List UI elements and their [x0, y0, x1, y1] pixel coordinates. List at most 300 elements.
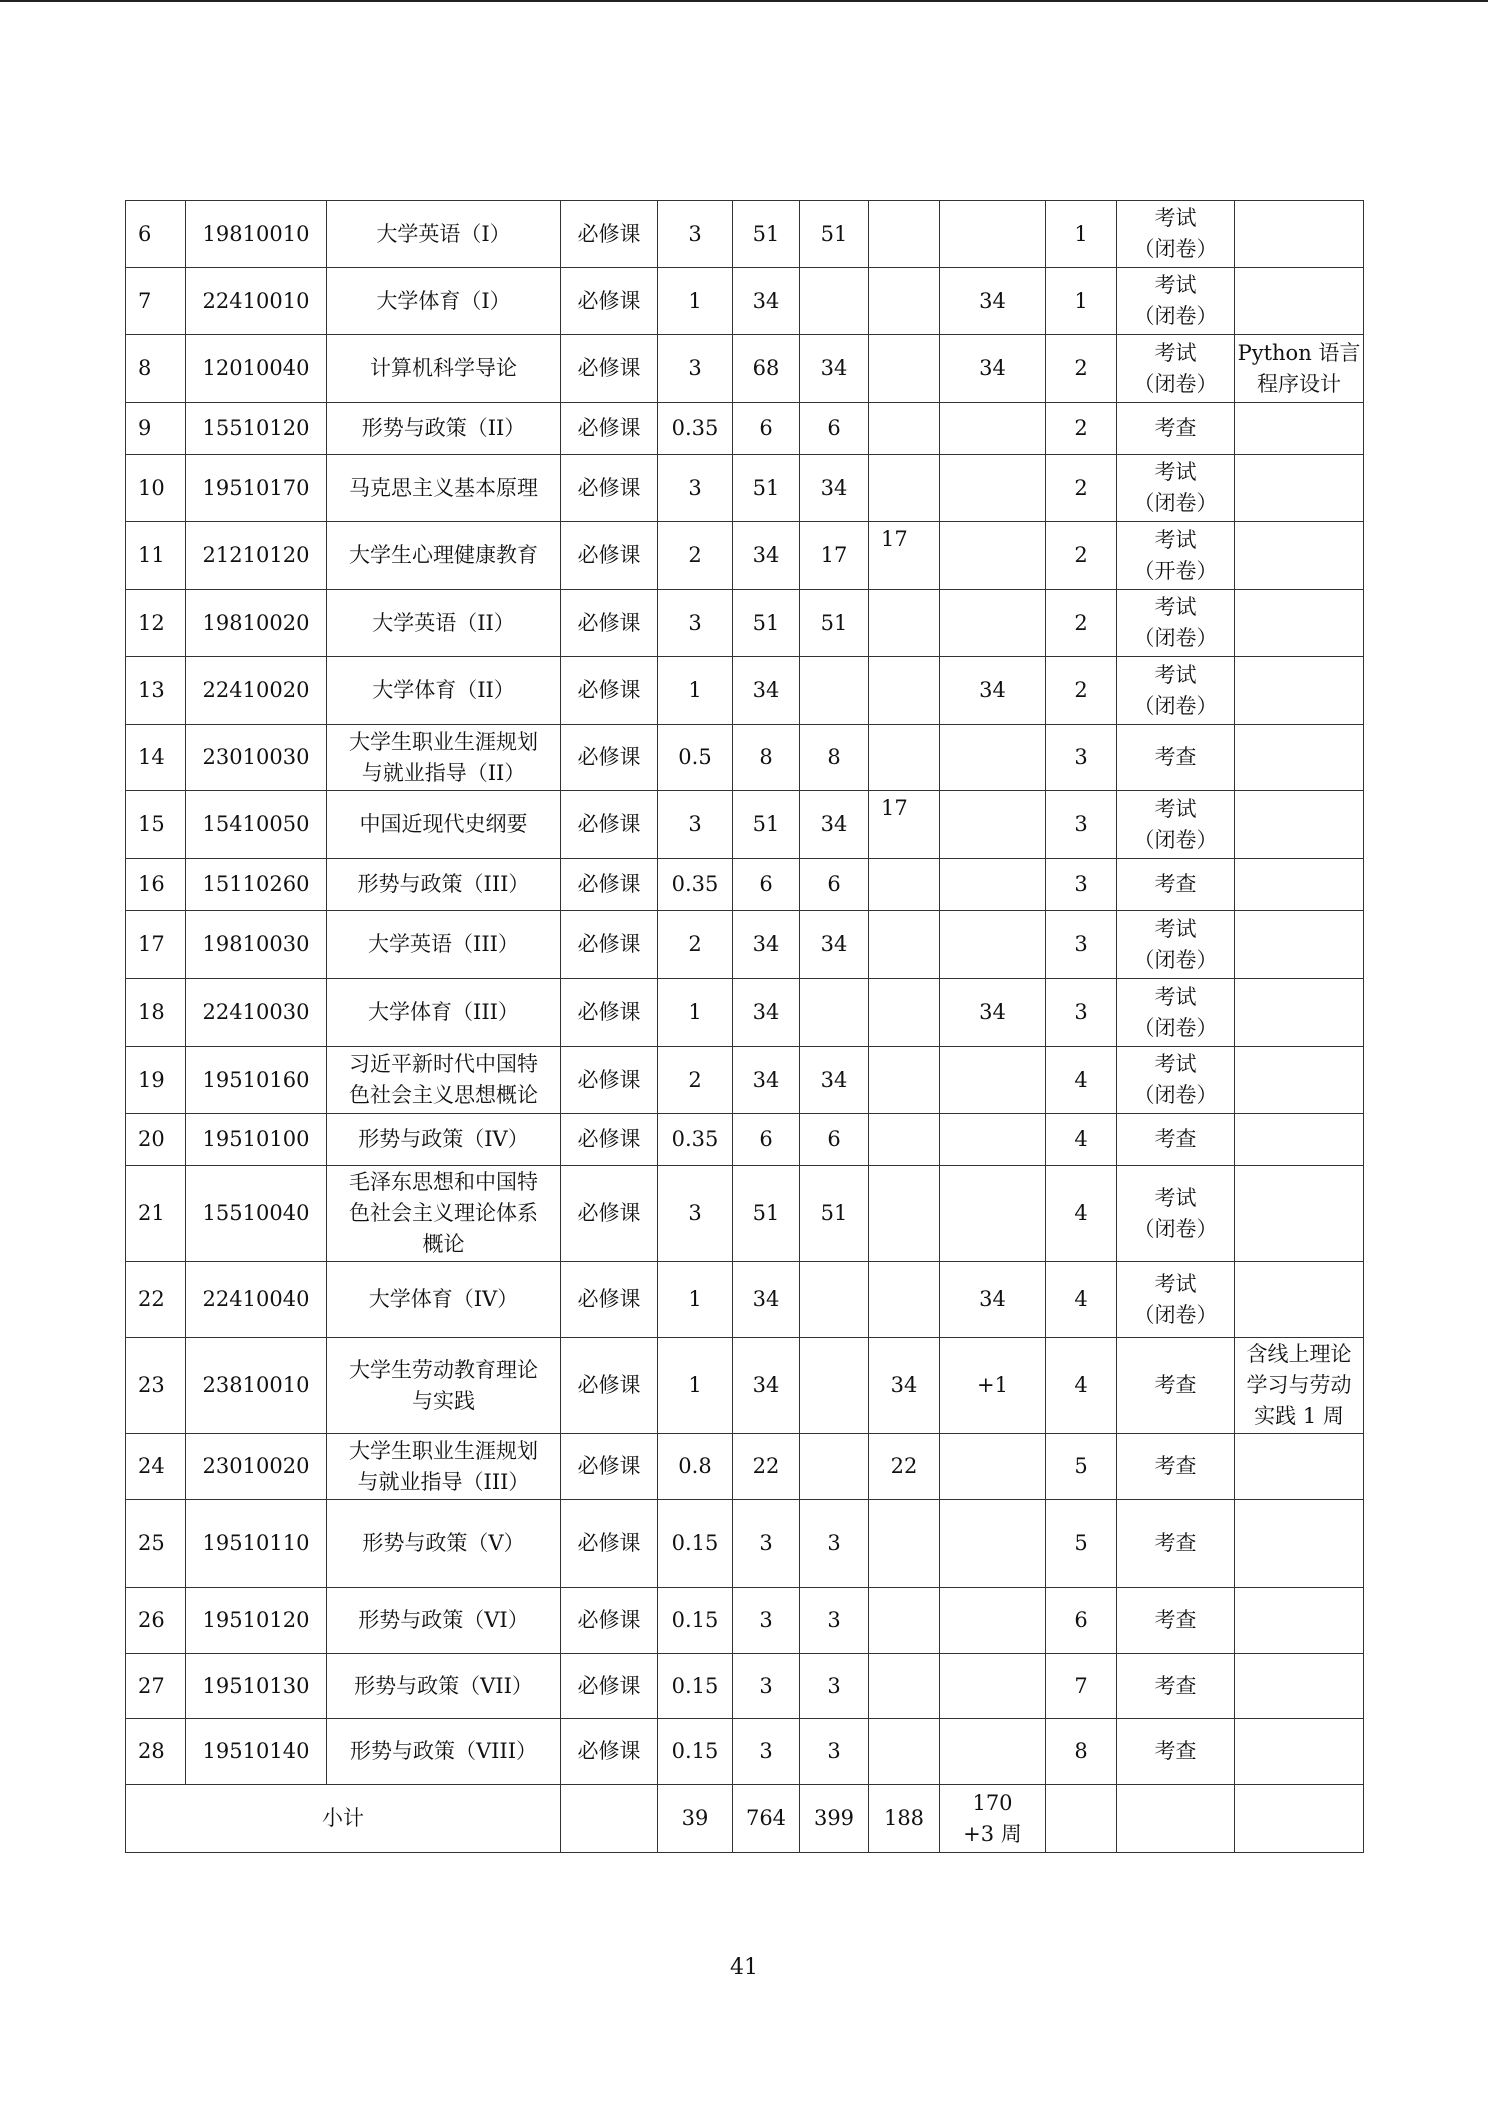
practice-hours-cell — [869, 657, 940, 725]
course-name-cell: 中国近现代史纲要 — [327, 791, 561, 859]
course-name-cell: 计算机科学导论 — [327, 335, 561, 403]
extra-hours-cell — [940, 859, 1046, 911]
course-name-cell: 大学生劳动教育理论 与实践 — [327, 1338, 561, 1434]
remark-cell: Python 语言 程序设计 — [1235, 335, 1364, 403]
total-hours-cell: 6 — [733, 1114, 800, 1166]
table-row — [126, 1166, 1364, 1262]
subtotal-label: 小计 — [126, 1785, 561, 1853]
course-type-cell: 必修课 — [561, 403, 658, 455]
remark-cell — [1235, 1262, 1364, 1338]
course-type-cell: 必修课 — [561, 1719, 658, 1785]
assessment-cell: 考试 （闭卷） — [1117, 791, 1235, 859]
assessment-cell: 考试 （闭卷） — [1117, 1262, 1235, 1338]
course-type-cell: 必修课 — [561, 1262, 658, 1338]
remark-cell — [1235, 522, 1364, 590]
course-table-body — [126, 201, 1364, 1853]
assessment-cell: 考试 （闭卷） — [1117, 268, 1235, 335]
semester-cell: 4 — [1046, 1166, 1117, 1262]
credit-cell: 0.35 — [658, 1114, 733, 1166]
lecture-hours-cell — [800, 657, 869, 725]
total-hours-cell: 51 — [733, 791, 800, 859]
course-name-cell: 大学英语（I） — [327, 201, 561, 268]
subtotal-credit: 39 — [658, 1785, 733, 1853]
table-row — [126, 201, 1364, 268]
assessment-cell: 考查 — [1117, 859, 1235, 911]
table-row — [126, 1262, 1364, 1338]
lecture-hours-cell: 3 — [800, 1588, 869, 1654]
course-code-cell: 19810020 — [186, 590, 327, 657]
course-type-cell: 必修课 — [561, 1654, 658, 1719]
lecture-hours-cell: 51 — [800, 201, 869, 268]
credit-cell: 3 — [658, 791, 733, 859]
course-type-cell: 必修课 — [561, 859, 658, 911]
assessment-cell: 考查 — [1117, 1338, 1235, 1434]
credit-cell: 3 — [658, 201, 733, 268]
subtotal-assessment-cell — [1117, 1785, 1235, 1853]
semester-cell: 3 — [1046, 911, 1117, 979]
assessment-cell: 考试 （闭卷） — [1117, 1047, 1235, 1114]
table-row — [126, 791, 1364, 859]
row-number-cell: 15 — [126, 791, 186, 859]
extra-hours-cell — [940, 1434, 1046, 1500]
row-number-cell: 22 — [126, 1262, 186, 1338]
table-row — [126, 335, 1364, 403]
course-code-cell: 19510120 — [186, 1588, 327, 1654]
lecture-hours-cell — [800, 1434, 869, 1500]
remark-cell — [1235, 911, 1364, 979]
total-hours-cell: 34 — [733, 1047, 800, 1114]
practice-hours-cell — [869, 335, 940, 403]
semester-cell: 4 — [1046, 1047, 1117, 1114]
table-row — [126, 657, 1364, 725]
row-number-cell: 28 — [126, 1719, 186, 1785]
extra-hours-cell — [940, 1500, 1046, 1588]
semester-cell: 8 — [1046, 1719, 1117, 1785]
practice-hours-cell — [869, 590, 940, 657]
course-type-cell: 必修课 — [561, 1588, 658, 1654]
course-name-cell: 大学体育（I） — [327, 268, 561, 335]
total-hours-cell: 51 — [733, 455, 800, 522]
practice-hours-cell: 34 — [869, 1338, 940, 1434]
credit-cell: 0.35 — [658, 859, 733, 911]
lecture-hours-cell: 51 — [800, 1166, 869, 1262]
row-number-cell: 23 — [126, 1338, 186, 1434]
row-number-cell: 21 — [126, 1166, 186, 1262]
remark-cell — [1235, 1719, 1364, 1785]
row-number-cell: 18 — [126, 979, 186, 1047]
subtotal-extra-hours: 170 +3 周 — [940, 1785, 1046, 1853]
remark-cell — [1235, 1047, 1364, 1114]
course-code-cell: 15410050 — [186, 791, 327, 859]
semester-cell: 4 — [1046, 1114, 1117, 1166]
extra-hours-cell — [940, 590, 1046, 657]
lecture-hours-cell: 8 — [800, 725, 869, 791]
practice-hours-cell — [869, 1654, 940, 1719]
table-row — [126, 403, 1364, 455]
course-name-cell: 大学生职业生涯规划 与就业指导（II） — [327, 725, 561, 791]
total-hours-cell: 3 — [733, 1719, 800, 1785]
row-number-cell: 10 — [126, 455, 186, 522]
lecture-hours-cell: 3 — [800, 1500, 869, 1588]
course-type-cell: 必修课 — [561, 590, 658, 657]
semester-cell: 3 — [1046, 979, 1117, 1047]
extra-hours-cell — [940, 725, 1046, 791]
lecture-hours-cell — [800, 1338, 869, 1434]
extra-hours-cell: 34 — [940, 335, 1046, 403]
lecture-hours-cell: 34 — [800, 455, 869, 522]
total-hours-cell: 34 — [733, 1262, 800, 1338]
table-row — [126, 455, 1364, 522]
assessment-cell: 考查 — [1117, 403, 1235, 455]
extra-hours-cell — [940, 1654, 1046, 1719]
remark-cell — [1235, 455, 1364, 522]
practice-hours-cell — [869, 911, 940, 979]
course-code-cell: 22410020 — [186, 657, 327, 725]
row-number-cell: 6 — [126, 201, 186, 268]
course-type-cell: 必修课 — [561, 911, 658, 979]
table-row — [126, 1434, 1364, 1500]
extra-hours-cell — [940, 1166, 1046, 1262]
credit-cell: 2 — [658, 522, 733, 590]
subtotal-practice-hours: 188 — [869, 1785, 940, 1853]
practice-hours-cell — [869, 1166, 940, 1262]
extra-hours-cell: 34 — [940, 1262, 1046, 1338]
total-hours-cell: 34 — [733, 911, 800, 979]
assessment-cell: 考查 — [1117, 1719, 1235, 1785]
practice-hours-cell — [869, 1262, 940, 1338]
credit-cell: 3 — [658, 590, 733, 657]
practice-hours-cell — [869, 1588, 940, 1654]
remark-cell — [1235, 268, 1364, 335]
total-hours-cell: 34 — [733, 522, 800, 590]
assessment-cell: 考试 （闭卷） — [1117, 979, 1235, 1047]
lecture-hours-cell: 34 — [800, 335, 869, 403]
course-type-cell: 必修课 — [561, 335, 658, 403]
course-code-cell: 23010030 — [186, 725, 327, 791]
extra-hours-cell — [940, 1047, 1046, 1114]
course-name-cell: 毛泽东思想和中国特 色社会主义理论体系 概论 — [327, 1166, 561, 1262]
table-row — [126, 1654, 1364, 1719]
remark-cell — [1235, 791, 1364, 859]
credit-cell: 1 — [658, 979, 733, 1047]
assessment-cell: 考查 — [1117, 1114, 1235, 1166]
assessment-cell: 考查 — [1117, 1500, 1235, 1588]
course-code-cell: 19510160 — [186, 1047, 327, 1114]
assessment-cell: 考试 （开卷） — [1117, 522, 1235, 590]
credit-cell: 1 — [658, 268, 733, 335]
practice-hours-cell — [869, 268, 940, 335]
course-code-cell: 19810030 — [186, 911, 327, 979]
course-name-cell: 大学体育（IV） — [327, 1262, 561, 1338]
practice-hours-cell — [869, 725, 940, 791]
total-hours-cell: 34 — [733, 657, 800, 725]
course-code-cell: 19510140 — [186, 1719, 327, 1785]
extra-hours-cell: 34 — [940, 979, 1046, 1047]
course-code-cell: 23010020 — [186, 1434, 327, 1500]
course-type-cell: 必修课 — [561, 268, 658, 335]
subtotal-total-hours: 764 — [733, 1785, 800, 1853]
credit-cell: 2 — [658, 911, 733, 979]
practice-hours-cell: 22 — [869, 1434, 940, 1500]
course-name-cell: 大学生职业生涯规划 与就业指导（III） — [327, 1434, 561, 1500]
row-number-cell: 17 — [126, 911, 186, 979]
semester-cell: 4 — [1046, 1262, 1117, 1338]
semester-cell: 2 — [1046, 335, 1117, 403]
credit-cell: 0.15 — [658, 1654, 733, 1719]
total-hours-cell: 3 — [733, 1500, 800, 1588]
assessment-cell: 考查 — [1117, 1434, 1235, 1500]
course-code-cell: 22410010 — [186, 268, 327, 335]
remark-cell — [1235, 1654, 1364, 1719]
remark-cell — [1235, 201, 1364, 268]
total-hours-cell: 51 — [733, 1166, 800, 1262]
course-code-cell: 19510130 — [186, 1654, 327, 1719]
lecture-hours-cell — [800, 268, 869, 335]
lecture-hours-cell: 6 — [800, 859, 869, 911]
semester-cell: 7 — [1046, 1654, 1117, 1719]
course-code-cell: 19510110 — [186, 1500, 327, 1588]
semester-cell: 4 — [1046, 1338, 1117, 1434]
extra-hours-cell — [940, 911, 1046, 979]
semester-cell: 5 — [1046, 1500, 1117, 1588]
lecture-hours-cell: 34 — [800, 911, 869, 979]
course-name-cell: 形势与政策（VII） — [327, 1654, 561, 1719]
total-hours-cell: 51 — [733, 201, 800, 268]
course-code-cell: 12010040 — [186, 335, 327, 403]
lecture-hours-cell: 3 — [800, 1719, 869, 1785]
course-code-cell: 15510040 — [186, 1166, 327, 1262]
credit-cell: 1 — [658, 1338, 733, 1434]
remark-cell — [1235, 1588, 1364, 1654]
extra-hours-cell — [940, 791, 1046, 859]
course-name-cell: 大学生心理健康教育 — [327, 522, 561, 590]
row-number-cell: 26 — [126, 1588, 186, 1654]
course-type-cell: 必修课 — [561, 657, 658, 725]
practice-hours-cell — [869, 979, 940, 1047]
total-hours-cell: 22 — [733, 1434, 800, 1500]
extra-hours-cell — [940, 201, 1046, 268]
course-name-cell: 大学英语（II） — [327, 590, 561, 657]
total-hours-cell: 6 — [733, 859, 800, 911]
total-hours-cell: 34 — [733, 1338, 800, 1434]
semester-cell: 3 — [1046, 791, 1117, 859]
remark-cell — [1235, 859, 1364, 911]
course-name-cell: 大学体育（II） — [327, 657, 561, 725]
course-code-cell: 23810010 — [186, 1338, 327, 1434]
row-number-cell: 7 — [126, 268, 186, 335]
semester-cell: 2 — [1046, 455, 1117, 522]
credit-cell: 0.8 — [658, 1434, 733, 1500]
subtotal-row — [126, 1785, 1364, 1853]
remark-cell — [1235, 979, 1364, 1047]
course-name-cell: 形势与政策（VI） — [327, 1588, 561, 1654]
semester-cell: 2 — [1046, 657, 1117, 725]
extra-hours-cell — [940, 455, 1046, 522]
row-number-cell: 27 — [126, 1654, 186, 1719]
table-row — [126, 1500, 1364, 1588]
assessment-cell: 考试 （闭卷） — [1117, 455, 1235, 522]
lecture-hours-cell: 51 — [800, 590, 869, 657]
practice-hours-cell — [869, 1719, 940, 1785]
course-code-cell: 15110260 — [186, 859, 327, 911]
course-type-cell: 必修课 — [561, 1166, 658, 1262]
lecture-hours-cell: 6 — [800, 403, 869, 455]
practice-hours-cell — [869, 455, 940, 522]
subtotal-semester-cell — [1046, 1785, 1117, 1853]
total-hours-cell: 68 — [733, 335, 800, 403]
practice-hours-cell — [869, 1500, 940, 1588]
row-number-cell: 14 — [126, 725, 186, 791]
total-hours-cell: 3 — [733, 1654, 800, 1719]
table-row — [126, 590, 1364, 657]
row-number-cell: 24 — [126, 1434, 186, 1500]
credit-cell: 0.5 — [658, 725, 733, 791]
course-name-cell: 形势与政策（III） — [327, 859, 561, 911]
course-type-cell: 必修课 — [561, 1338, 658, 1434]
table-row — [126, 725, 1364, 791]
total-hours-cell: 51 — [733, 590, 800, 657]
course-type-cell: 必修课 — [561, 1047, 658, 1114]
course-name-cell: 习近平新时代中国特 色社会主义思想概论 — [327, 1047, 561, 1114]
remark-cell — [1235, 1500, 1364, 1588]
lecture-hours-cell — [800, 1262, 869, 1338]
extra-hours-cell — [940, 1588, 1046, 1654]
row-number-cell: 25 — [126, 1500, 186, 1588]
remark-cell — [1235, 725, 1364, 791]
table-row — [126, 1588, 1364, 1654]
course-code-cell: 15510120 — [186, 403, 327, 455]
semester-cell: 1 — [1046, 201, 1117, 268]
row-number-cell: 20 — [126, 1114, 186, 1166]
assessment-cell: 考查 — [1117, 725, 1235, 791]
extra-hours-cell: 34 — [940, 268, 1046, 335]
semester-cell: 2 — [1046, 403, 1117, 455]
practice-hours-cell — [869, 1047, 940, 1114]
assessment-cell: 考试 （闭卷） — [1117, 1166, 1235, 1262]
table-row — [126, 1114, 1364, 1166]
course-type-cell: 必修课 — [561, 201, 658, 268]
credit-cell: 3 — [658, 455, 733, 522]
remark-cell — [1235, 403, 1364, 455]
course-name-cell: 形势与政策（II） — [327, 403, 561, 455]
assessment-cell: 考试 （闭卷） — [1117, 657, 1235, 725]
total-hours-cell: 8 — [733, 725, 800, 791]
credit-cell: 0.15 — [658, 1588, 733, 1654]
lecture-hours-cell: 3 — [800, 1654, 869, 1719]
course-name-cell: 大学英语（III） — [327, 911, 561, 979]
table-row — [126, 268, 1364, 335]
row-number-cell: 19 — [126, 1047, 186, 1114]
total-hours-cell: 34 — [733, 979, 800, 1047]
credit-cell: 0.15 — [658, 1719, 733, 1785]
semester-cell: 2 — [1046, 522, 1117, 590]
table-row — [126, 522, 1364, 590]
table-row — [126, 1338, 1364, 1434]
assessment-cell: 考试 （闭卷） — [1117, 590, 1235, 657]
lecture-hours-cell: 34 — [800, 791, 869, 859]
subtotal-type-cell — [561, 1785, 658, 1853]
extra-hours-cell: +1 — [940, 1338, 1046, 1434]
course-code-cell: 21210120 — [186, 522, 327, 590]
assessment-cell: 考查 — [1117, 1588, 1235, 1654]
practice-hours-cell — [869, 403, 940, 455]
practice-hours-cell: 17 — [869, 522, 940, 590]
practice-hours-cell — [869, 201, 940, 268]
extra-hours-cell: 34 — [940, 657, 1046, 725]
assessment-cell: 考试 （闭卷） — [1117, 911, 1235, 979]
course-name-cell: 马克思主义基本原理 — [327, 455, 561, 522]
credit-cell: 3 — [658, 335, 733, 403]
course-name-cell: 形势与政策（VIII） — [327, 1719, 561, 1785]
practice-hours-cell — [869, 1114, 940, 1166]
course-name-cell: 大学体育（III） — [327, 979, 561, 1047]
course-type-cell: 必修课 — [561, 1434, 658, 1500]
course-name-cell: 形势与政策（V） — [327, 1500, 561, 1588]
extra-hours-cell — [940, 1719, 1046, 1785]
remark-cell — [1235, 1434, 1364, 1500]
remark-cell — [1235, 657, 1364, 725]
course-type-cell: 必修课 — [561, 979, 658, 1047]
table-row — [126, 859, 1364, 911]
semester-cell: 2 — [1046, 590, 1117, 657]
lecture-hours-cell: 6 — [800, 1114, 869, 1166]
row-number-cell: 16 — [126, 859, 186, 911]
semester-cell: 5 — [1046, 1434, 1117, 1500]
course-code-cell: 19510170 — [186, 455, 327, 522]
practice-hours-cell — [869, 859, 940, 911]
total-hours-cell: 3 — [733, 1588, 800, 1654]
credit-cell: 1 — [658, 657, 733, 725]
remark-cell — [1235, 1114, 1364, 1166]
course-type-cell: 必修课 — [561, 791, 658, 859]
row-number-cell: 8 — [126, 335, 186, 403]
remark-cell — [1235, 1166, 1364, 1262]
extra-hours-cell — [940, 522, 1046, 590]
remark-cell — [1235, 590, 1364, 657]
extra-hours-cell — [940, 403, 1046, 455]
course-code-cell: 22410040 — [186, 1262, 327, 1338]
extra-hours-cell — [940, 1114, 1046, 1166]
course-type-cell: 必修课 — [561, 1114, 658, 1166]
remark-cell: 含线上理论 学习与劳动 实践 1 周 — [1235, 1338, 1364, 1434]
course-code-cell: 19810010 — [186, 201, 327, 268]
total-hours-cell: 6 — [733, 403, 800, 455]
course-type-cell: 必修课 — [561, 522, 658, 590]
course-type-cell: 必修课 — [561, 725, 658, 791]
credit-cell: 3 — [658, 1166, 733, 1262]
semester-cell: 1 — [1046, 268, 1117, 335]
course-table — [125, 200, 1364, 1853]
total-hours-cell: 34 — [733, 268, 800, 335]
row-number-cell: 11 — [126, 522, 186, 590]
course-type-cell: 必修课 — [561, 455, 658, 522]
table-row — [126, 1719, 1364, 1785]
row-number-cell: 13 — [126, 657, 186, 725]
credit-cell: 0.35 — [658, 403, 733, 455]
table-row — [126, 911, 1364, 979]
course-code-cell: 22410030 — [186, 979, 327, 1047]
course-code-cell: 19510100 — [186, 1114, 327, 1166]
assessment-cell: 考试 （闭卷） — [1117, 335, 1235, 403]
semester-cell: 3 — [1046, 725, 1117, 791]
subtotal-remark-cell — [1235, 1785, 1364, 1853]
credit-cell: 2 — [658, 1047, 733, 1114]
credit-cell: 0.15 — [658, 1500, 733, 1588]
assessment-cell: 考查 — [1117, 1654, 1235, 1719]
table-row — [126, 979, 1364, 1047]
lecture-hours-cell: 17 — [800, 522, 869, 590]
course-name-cell: 形势与政策（IV） — [327, 1114, 561, 1166]
